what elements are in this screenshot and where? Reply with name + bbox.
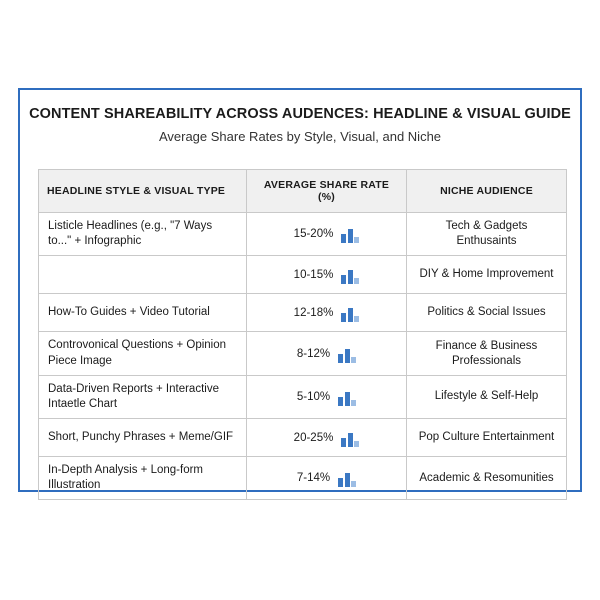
cell-rate <box>247 419 407 457</box>
cell-rate <box>247 256 407 294</box>
cell-style: In-Depth Analysis + Long-form Illustration <box>39 457 247 500</box>
shareability-table <box>38 169 567 500</box>
cell-style: Listicle Headlines (e.g., "7 Ways to..." + Infographic <box>39 213 247 256</box>
bar-chart-icon <box>338 345 356 363</box>
rate-value: 15-20% <box>293 228 334 241</box>
page-subtitle: Average Share Rates by Style, Visual, and Niche <box>158 129 442 144</box>
table-header-row <box>39 170 567 213</box>
cell-niche: Lifestyle & Self-Help <box>407 375 567 418</box>
table-row <box>39 213 567 256</box>
cell-rate <box>247 457 407 500</box>
cell-style <box>39 256 247 294</box>
table-row <box>39 294 567 332</box>
table-row <box>39 332 567 375</box>
rate-value: 20-25% <box>293 431 334 444</box>
title-block <box>20 90 580 144</box>
bar-chart-icon <box>338 388 356 406</box>
table-row <box>39 256 567 294</box>
bar-chart-icon <box>338 469 356 487</box>
cell-niche: Politics & Social Issues <box>407 294 567 332</box>
table-header <box>39 170 567 213</box>
table-row <box>39 419 567 457</box>
rate-value: 5-10% <box>296 390 331 403</box>
bar-chart-icon <box>341 225 359 243</box>
cell-niche: Academic & Resomunities <box>407 457 567 500</box>
cell-rate <box>247 375 407 418</box>
column-header-rate: AVERAGE SHARE RATE (%) <box>247 170 407 213</box>
bar-chart-icon <box>341 304 359 322</box>
cell-niche: Pop Culture Entertainment <box>407 419 567 457</box>
rate-value: 7-14% <box>296 472 331 485</box>
cell-niche: Tech & Gadgets Enthusaints <box>407 213 567 256</box>
table-row <box>39 457 567 500</box>
cell-style: Controvonical Questions + Opinion Piece Image <box>39 332 247 375</box>
table-row <box>39 375 567 418</box>
column-header-niche: NICHE AUDIENCE <box>407 170 567 213</box>
rate-value: 12-18% <box>293 306 334 319</box>
infographic-card <box>18 88 582 492</box>
rate-value: 8-12% <box>296 347 331 360</box>
cell-style: Data-Driven Reports + Interactive Intaetle Chart <box>39 375 247 418</box>
cell-style: Short, Punchy Phrases + Meme/GIF <box>39 419 247 457</box>
cell-rate <box>247 332 407 375</box>
cell-rate <box>247 213 407 256</box>
cell-style: How-To Guides + Video Tutorial <box>39 294 247 332</box>
cell-rate <box>247 294 407 332</box>
page-title: CONTENT SHAREABILITY ACROSS AUDENCES: HEADLINE & VISUAL GUIDE <box>29 106 571 122</box>
rate-value: 10-15% <box>293 268 334 281</box>
table-body <box>39 213 567 500</box>
cell-niche: Finance & Business Professionals <box>407 332 567 375</box>
bar-chart-icon <box>341 266 359 284</box>
column-header-style: HEADLINE STYLE & VISUAL TYPE <box>39 170 247 213</box>
cell-niche: DIY & Home Improvement <box>407 256 567 294</box>
bar-chart-icon <box>341 429 359 447</box>
